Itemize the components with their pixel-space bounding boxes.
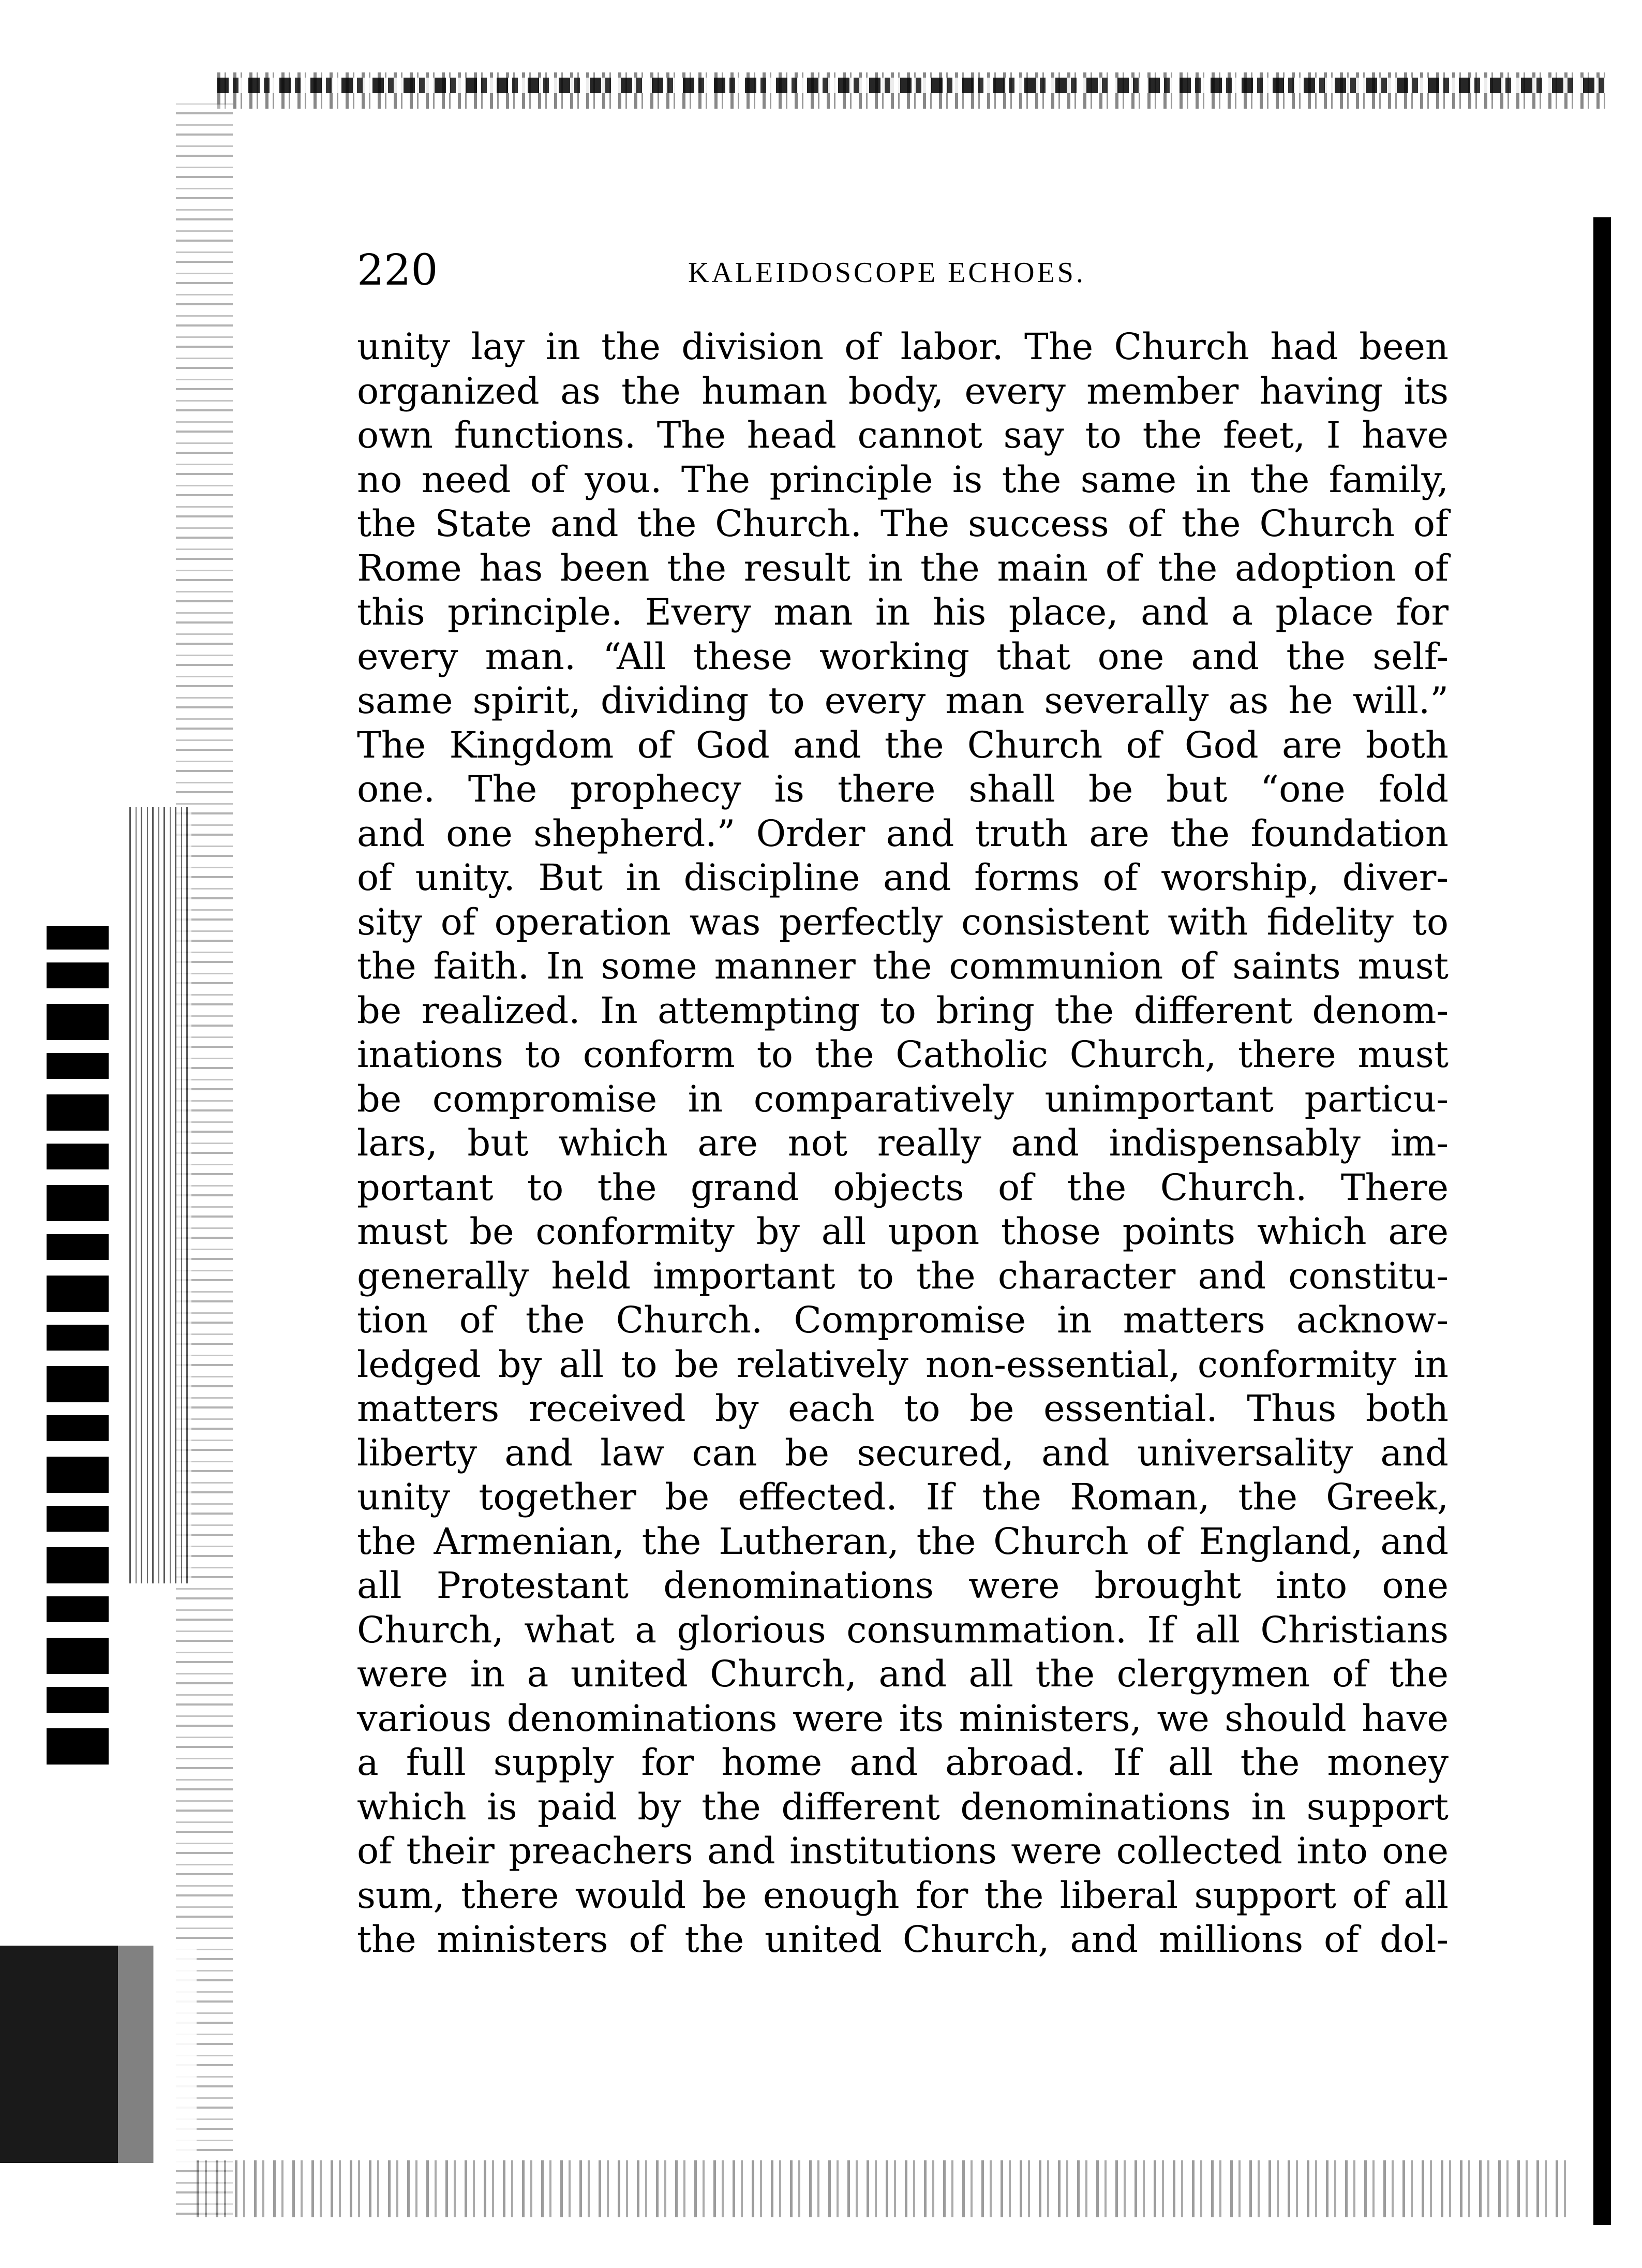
text-line: be realized. In attempting to bring the different denom- (357, 989, 1449, 1032)
text-line: every man. “All these working that one and the self- (357, 635, 1449, 678)
text-line: various denominations were its ministers, we should have (357, 1697, 1449, 1740)
text-line: matters received by each to be essential. Thus both (357, 1387, 1449, 1430)
page-header (357, 242, 1446, 304)
text-line: the faith. In some manner the communion of saints must (357, 945, 1449, 987)
text-line: the ministers of the united Church, and millions of dol- (357, 1918, 1449, 1961)
text-line: lars, but which are not really and indispensably im- (357, 1122, 1449, 1164)
text-line: Church, what a glorious consummation. If all Christians (357, 1608, 1449, 1651)
text-line: all Protestant denominations were brought into one (357, 1564, 1449, 1607)
text-line: of their preachers and institutions were collected into one (357, 1830, 1449, 1872)
body-text (357, 325, 1449, 1962)
text-line: own functions. The head cannot say to the feet, I have (357, 414, 1449, 456)
text-line: must be conformity by all upon those points which are (357, 1210, 1449, 1253)
text-line: no need of you. The principle is the same in the family, (357, 458, 1449, 501)
text-line: portant to the grand objects of the Church. There (357, 1166, 1449, 1209)
text-line: were in a united Church, and all the clergymen of the (357, 1653, 1449, 1695)
scan-noise-bottom (197, 2160, 1573, 2217)
running-title: KALEIDOSCOPE ECHOES. (688, 257, 1086, 289)
scan-edge-right (1593, 217, 1611, 2225)
text-line: The Kingdom of God and the Church of God are both (357, 723, 1449, 766)
text-line: of unity. But in discipline and forms of worship, diver- (357, 856, 1449, 899)
binding-foot-shadow (0, 1946, 197, 2163)
scan-edge-top (217, 78, 1609, 93)
text-line: sity of operation was perfectly consistent with fidelity to (357, 900, 1449, 943)
text-line: tion of the Church. Compromise in matters acknow- (357, 1299, 1449, 1341)
text-line: unity together be effected. If the Roman, the Greek, (357, 1476, 1449, 1518)
text-line: this principle. Every man in his place, and a place for (357, 591, 1449, 633)
text-line: Rome has been the result in the main of the adoption of (357, 546, 1449, 589)
text-line: inations to conform to the Catholic Church, there must (357, 1033, 1449, 1076)
text-line: generally held important to the character and constitu- (357, 1254, 1449, 1297)
text-line: sum, there would be enough for the liberal support of all (357, 1874, 1449, 1917)
text-line: and one shepherd.” Order and truth are the foundation (357, 812, 1449, 855)
text-line: a full supply for home and abroad. If all the money (357, 1741, 1449, 1784)
text-line: one. The prophecy is there shall be but “one fold (357, 768, 1449, 810)
text-line: unity lay in the division of labor. The Church had been (357, 325, 1449, 368)
text-line: which is paid by the different denominations in support (357, 1785, 1449, 1828)
text-line: the Armenian, the Lutheran, the Church of England, and (357, 1520, 1449, 1563)
page-number: 220 (357, 246, 438, 295)
binding-edge-blocks (47, 926, 109, 1765)
binding-stitch-lines (129, 807, 191, 1583)
text-line: same spirit, dividing to every man severally as he will.” (357, 679, 1449, 722)
text-line: the State and the Church. The success of the Church of (357, 502, 1449, 545)
text-line: liberty and law can be secured, and universality and (357, 1431, 1449, 1474)
text-line: be compromise in comparatively unimportant particu- (357, 1077, 1449, 1120)
text-line: ledged by all to be relatively non-essential, conformity in (357, 1343, 1449, 1386)
text-line: organized as the human body, every member having its (357, 369, 1449, 412)
